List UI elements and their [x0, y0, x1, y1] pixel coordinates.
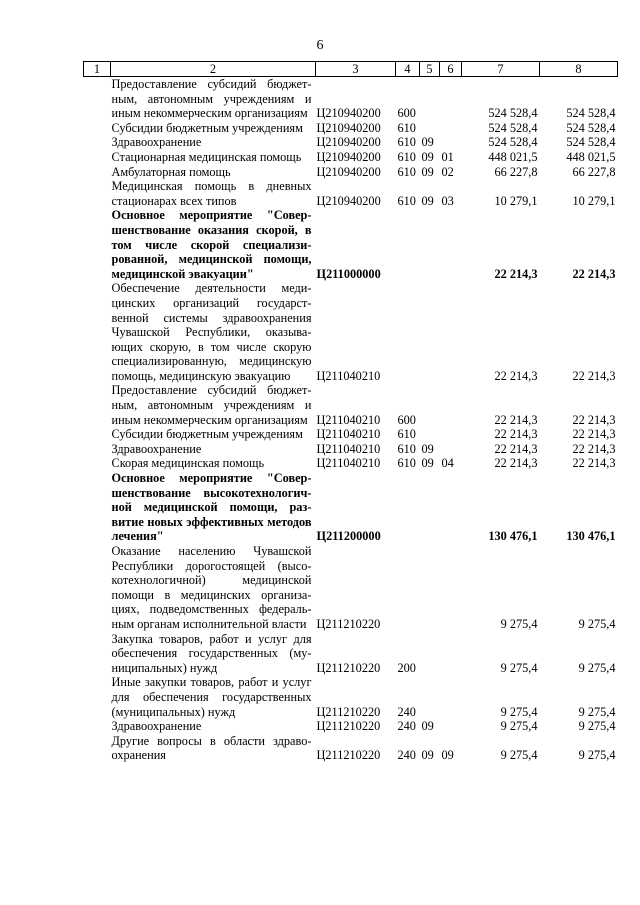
table-row	[84, 150, 618, 165]
row-subsection: 01	[441, 149, 454, 164]
row-subsection: 04	[441, 456, 454, 471]
table-row	[84, 632, 618, 676]
empty-cell	[84, 281, 111, 383]
table-body	[84, 77, 618, 763]
table-row	[84, 427, 618, 442]
row-subsection	[440, 121, 462, 136]
row-value-col8: 22 214,3	[572, 441, 616, 456]
row-value-col8: 524 528,4	[566, 120, 616, 135]
row-subsection	[440, 719, 462, 734]
row-code: Ц211040210	[316, 412, 381, 427]
row-subsection: 09	[441, 748, 454, 763]
row-section	[420, 208, 440, 281]
table-row	[84, 383, 618, 427]
row-value-col7: 9 275,4	[500, 704, 538, 719]
empty-cell	[84, 427, 111, 442]
row-subsection	[440, 632, 462, 676]
row-expense-type	[396, 471, 420, 544]
row-name: Медицинская помощь в дневных стационарах всех типов	[111, 179, 312, 208]
row-value-col8: 9 275,4	[578, 616, 616, 631]
row-section: 09	[421, 135, 434, 150]
row-section	[420, 675, 440, 719]
empty-cell	[84, 734, 111, 763]
row-code: Ц211210220	[316, 748, 381, 763]
row-value-col8: 9 275,4	[578, 748, 616, 763]
row-code: Ц211210220	[316, 616, 381, 631]
row-code: Ц211210220	[316, 719, 381, 734]
empty-cell	[84, 150, 111, 165]
row-expense-type: 240	[397, 748, 416, 763]
row-value-col8: 10 279,1	[572, 193, 616, 208]
empty-cell	[84, 165, 111, 180]
row-value-col7: 448 021,5	[488, 149, 538, 164]
row-value-col7: 9 275,4	[500, 748, 538, 763]
row-expense-type: 610	[397, 441, 416, 456]
row-subsection	[440, 544, 462, 632]
row-section	[420, 471, 440, 544]
header-cell: 4	[396, 62, 420, 77]
row-expense-type: 610	[397, 149, 416, 164]
row-name: Здравоохранение	[111, 441, 202, 456]
row-section: 09	[421, 719, 434, 734]
table-row	[84, 281, 618, 383]
table-header	[84, 62, 618, 77]
row-section	[420, 427, 440, 442]
row-code: Ц211040210	[316, 456, 381, 471]
row-name: Основное мероприятие "Совершенствование оказания скорой, в том числе скорой специализированной, медицинской помощи, медицинской эвакуации"	[111, 208, 312, 281]
row-subsection	[440, 77, 462, 121]
table-row	[84, 442, 618, 457]
row-section: 09	[421, 748, 434, 763]
row-value-col7: 22 214,3	[494, 412, 538, 427]
row-name: Предоставление субсидий бюджетным, автономным учреждениям и иным некоммерческим организациям	[111, 77, 312, 121]
row-expense-type: 610	[397, 120, 416, 135]
table-row	[84, 121, 618, 136]
empty-cell	[84, 719, 111, 734]
row-value-col7: 22 214,3	[494, 456, 538, 471]
header-cell: 7	[462, 62, 540, 77]
row-value-col7: 10 279,1	[494, 193, 538, 208]
row-subsection	[440, 675, 462, 719]
row-subsection	[440, 471, 462, 544]
row-value-col8: 22 214,3	[572, 266, 616, 281]
row-value-col7: 9 275,4	[500, 616, 538, 631]
row-section	[420, 77, 440, 121]
row-expense-type	[396, 208, 420, 281]
header-cell: 5	[420, 62, 440, 77]
row-value-col7: 22 214,3	[494, 266, 538, 281]
row-code: Ц210940200	[316, 135, 381, 150]
row-name: Амбулаторная помощь	[111, 164, 231, 179]
row-code: Ц211210220	[316, 704, 381, 719]
row-name: Иные закупки товаров, работ и услуг для обеспечения государственных (муниципальных) нужд	[111, 675, 312, 719]
header-cell: 3	[316, 62, 396, 77]
row-subsection	[440, 383, 462, 427]
row-code: Ц211210220	[316, 660, 381, 675]
row-value-col7: 9 275,4	[500, 660, 538, 675]
row-name: Субсидии бюджетным учреждениям	[111, 427, 303, 442]
row-value-col7: 22 214,3	[494, 427, 538, 442]
row-subsection: 02	[441, 164, 454, 179]
empty-cell	[84, 456, 111, 471]
row-subsection	[440, 135, 462, 150]
row-code: Ц211000000	[316, 266, 381, 281]
row-value-col8: 9 275,4	[578, 704, 616, 719]
header-cell: 6	[440, 62, 462, 77]
table-row	[84, 471, 618, 544]
row-expense-type: 610	[397, 193, 416, 208]
row-value-col7: 130 476,1	[488, 529, 538, 544]
row-name: Оказание населению Чувашской Республики дорогостоящей (высокотехнологичной) медицинской помощи в медицинских организациях, подведомственных федеральным органам исполнительной власти	[111, 544, 312, 631]
row-expense-type: 240	[397, 704, 416, 719]
row-value-col7: 524 528,4	[488, 106, 538, 121]
row-value-col7: 524 528,4	[488, 135, 538, 150]
row-code: Ц210940200	[316, 106, 381, 121]
row-name: Предоставление субсидий бюджетным, автономным учреждениям и иным некоммерческим организациям	[111, 383, 312, 427]
row-section: 09	[421, 164, 434, 179]
row-value-col8: 22 214,3	[572, 368, 616, 383]
row-name: Скорая медицинская помощь	[111, 456, 265, 471]
row-value-col8: 22 214,3	[572, 427, 616, 442]
empty-cell	[84, 544, 111, 632]
table-row	[84, 719, 618, 734]
row-value-col7: 9 275,4	[500, 719, 538, 734]
header-cell: 8	[540, 62, 618, 77]
table-row	[84, 77, 618, 121]
row-name: Здравоохранение	[111, 719, 202, 734]
empty-cell	[84, 208, 111, 281]
row-expense-type: 240	[397, 719, 416, 734]
row-value-col8: 22 214,3	[572, 412, 616, 427]
table-row	[84, 675, 618, 719]
row-expense-type: 600	[397, 412, 416, 427]
header-row	[84, 62, 618, 77]
row-subsection	[440, 427, 462, 442]
table-row	[84, 208, 618, 281]
row-section: 09	[421, 193, 434, 208]
row-code: Ц211040210	[316, 368, 381, 383]
table-row	[84, 165, 618, 180]
row-expense-type: 610	[397, 427, 416, 442]
row-name: Стационарная медицинская помощь	[111, 149, 302, 164]
row-code: Ц211040210	[316, 441, 381, 456]
table-row	[84, 179, 618, 208]
row-value-col8: 448 021,5	[566, 149, 616, 164]
row-expense-type: 200	[397, 660, 416, 675]
budget-table	[83, 61, 618, 763]
row-name: Закупка товаров, работ и услуг для обеспечения государственных (муниципальных) нужд	[111, 631, 312, 675]
row-value-col8: 22 214,3	[572, 456, 616, 471]
row-code: Ц210940200	[316, 120, 381, 135]
row-expense-type	[396, 281, 420, 383]
row-subsection	[440, 442, 462, 457]
row-section	[420, 632, 440, 676]
row-value-col8: 524 528,4	[566, 135, 616, 150]
row-value-col8: 130 476,1	[566, 529, 616, 544]
row-name: Субсидии бюджетным учреждениям	[111, 120, 303, 135]
row-name: Другие вопросы в области здравоохранения	[111, 733, 312, 763]
empty-cell	[84, 383, 111, 427]
row-name: Здравоохранение	[111, 135, 202, 150]
page-number: 6	[316, 38, 324, 53]
empty-cell	[84, 77, 111, 121]
row-section	[420, 281, 440, 383]
empty-cell	[84, 442, 111, 457]
empty-cell	[84, 135, 111, 150]
row-section: 09	[421, 149, 434, 164]
header-cell: 1	[84, 62, 111, 77]
row-section	[420, 121, 440, 136]
row-code: Ц210940200	[316, 193, 381, 208]
row-section	[420, 383, 440, 427]
row-section: 09	[421, 441, 434, 456]
table-row	[84, 135, 618, 150]
row-value-col7: 22 214,3	[494, 441, 538, 456]
row-value-col8: 66 227,8	[572, 164, 616, 179]
row-subsection	[440, 208, 462, 281]
row-subsection: 03	[441, 193, 454, 208]
row-subsection	[440, 281, 462, 383]
row-code: Ц210940200	[316, 164, 381, 179]
empty-cell	[84, 121, 111, 136]
row-name: Обеспечение деятельности медицинских организаций государственной системы здравоохранения Чувашской Республики, оказывающих скорую, в том числе скорую специализированную, медицинскую помощь, медицинскую эвакуацию	[111, 281, 312, 383]
empty-cell	[84, 179, 111, 208]
row-value-col8: 524 528,4	[566, 106, 616, 121]
empty-cell	[84, 632, 111, 676]
row-code: Ц210940200	[316, 149, 381, 164]
row-value-col8: 9 275,4	[578, 660, 616, 675]
empty-cell	[84, 471, 111, 544]
empty-cell	[84, 675, 111, 719]
row-value-col7: 22 214,3	[494, 368, 538, 383]
row-value-col7: 66 227,8	[494, 164, 538, 179]
row-name: Основное мероприятие "Совершенствование высокотехнологичной медицинской помощи, развитие новых эффективных методов лечения"	[111, 471, 312, 544]
row-code: Ц211040210	[316, 427, 381, 442]
row-expense-type: 600	[397, 106, 416, 121]
row-expense-type: 610	[397, 456, 416, 471]
row-expense-type: 610	[397, 135, 416, 150]
header-cell: 2	[111, 62, 316, 77]
row-section	[420, 544, 440, 632]
table-row	[84, 456, 618, 471]
row-expense-type	[396, 544, 420, 632]
row-code: Ц211200000	[316, 529, 381, 544]
table-row	[84, 544, 618, 632]
row-expense-type: 610	[397, 164, 416, 179]
row-value-col7: 524 528,4	[488, 120, 538, 135]
table-row	[84, 734, 618, 763]
row-section: 09	[421, 456, 434, 471]
row-value-col8: 9 275,4	[578, 719, 616, 734]
